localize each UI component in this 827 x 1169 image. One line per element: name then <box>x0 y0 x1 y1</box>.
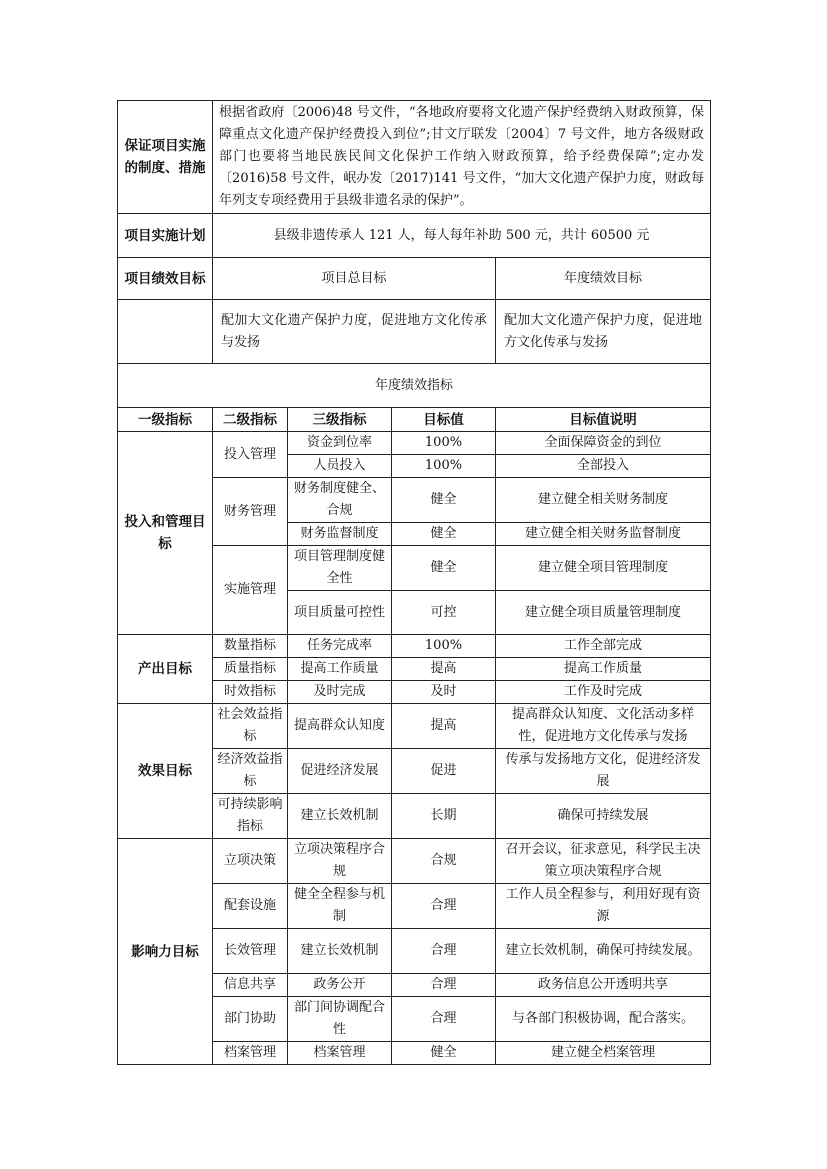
performance-table <box>117 100 711 1065</box>
indicator-target: 健全 <box>392 1042 496 1065</box>
document-page <box>117 100 710 1065</box>
group-effect-name: 效果目标 <box>118 704 213 839</box>
table-row <box>118 432 711 455</box>
indicator-target: 100% <box>392 432 496 455</box>
indicator-desc: 工作及时完成 <box>496 681 711 704</box>
indicator-l3: 及时完成 <box>288 681 392 704</box>
indicator-l2: 长效管理 <box>213 929 288 974</box>
perf-goal-header-row <box>118 258 711 300</box>
header-level2: 二级指标 <box>213 408 288 432</box>
indicator-desc: 建立长效机制，确保可持续发展。 <box>496 929 711 974</box>
indicator-target: 及时 <box>392 681 496 704</box>
indicator-l2: 经济效益指标 <box>213 749 288 794</box>
indicator-l3: 提高群众认知度 <box>288 704 392 749</box>
indicator-l3: 政务公开 <box>288 974 392 997</box>
indicator-desc: 传承与发扬地方文化，促进经济发展 <box>496 749 711 794</box>
indicator-target: 可控 <box>392 591 496 635</box>
indicator-l3: 促进经济发展 <box>288 749 392 794</box>
indicator-l2: 社会效益指标 <box>213 704 288 749</box>
indicator-target: 合规 <box>392 839 496 884</box>
indicator-l3: 任务完成率 <box>288 635 392 658</box>
table-row <box>118 839 711 884</box>
indicator-l2: 立项决策 <box>213 839 288 884</box>
indicator-l3: 项目管理制度健全性 <box>288 546 392 591</box>
table-row <box>118 704 711 749</box>
indicator-desc: 建立健全相关财务监督制度 <box>496 523 711 546</box>
indicator-target: 合理 <box>392 884 496 929</box>
column-header-row <box>118 408 711 432</box>
indicator-desc: 建立健全项目管理制度 <box>496 546 711 591</box>
indicator-desc: 全部投入 <box>496 455 711 478</box>
indicator-l3: 部门间协调配合性 <box>288 997 392 1042</box>
plan-label: 项目实施计划 <box>118 214 213 258</box>
indicator-desc: 确保可持续发展 <box>496 794 711 839</box>
indicator-desc: 提高群众认知度、文化活动多样性，促进地方文化传承与发扬 <box>496 704 711 749</box>
indicator-l3: 人员投入 <box>288 455 392 478</box>
indicator-desc: 全面保障资金的到位 <box>496 432 711 455</box>
plan-row <box>118 214 711 258</box>
indicator-l3: 提高工作质量 <box>288 658 392 681</box>
indicator-l3: 项目质量可控性 <box>288 591 392 635</box>
indicator-l2: 实施管理 <box>213 546 288 635</box>
indicator-desc: 政务信息公开透明共享 <box>496 974 711 997</box>
indicator-l3: 建立长效机制 <box>288 794 392 839</box>
perf-goal-content-row <box>118 300 711 364</box>
indicator-l2: 信息共享 <box>213 974 288 997</box>
indicator-desc: 建立健全档案管理 <box>496 1042 711 1065</box>
indicator-target: 合理 <box>392 929 496 974</box>
overall-goal-header: 项目总目标 <box>213 258 496 300</box>
indicator-l2: 数量指标 <box>213 635 288 658</box>
header-level1: 一级指标 <box>118 408 213 432</box>
group-input-name: 投入和管理目标 <box>118 432 213 635</box>
header-level3: 三级指标 <box>288 408 392 432</box>
indicator-l2: 财务管理 <box>213 478 288 546</box>
indicator-l3: 财务监督制度 <box>288 523 392 546</box>
annual-indicators-title-row <box>118 364 711 408</box>
indicator-target: 健全 <box>392 523 496 546</box>
group-output-name: 产出目标 <box>118 635 213 704</box>
indicator-desc: 建立健全相关财务制度 <box>496 478 711 523</box>
indicator-target: 提高 <box>392 704 496 749</box>
indicator-target: 合理 <box>392 974 496 997</box>
indicator-l2: 配套设施 <box>213 884 288 929</box>
indicator-l3: 健全全程参与机制 <box>288 884 392 929</box>
indicator-desc: 召开会议，征求意见，科学民主决策立项决策程序合规 <box>496 839 711 884</box>
indicator-l2: 可持续影响指标 <box>213 794 288 839</box>
indicator-desc: 工作人员全程参与，利用好现有资源 <box>496 884 711 929</box>
indicator-target: 合理 <box>392 997 496 1042</box>
guarantee-label: 保证项目实施的制度、措施 <box>118 101 213 214</box>
indicator-target: 健全 <box>392 478 496 523</box>
guarantee-text: 根据省政府〔2006)48 号文件，“各地政府要将文化遗产保护经费纳入财政预算，保障重点文化遗产保护经费投入到位”;甘文厅联发〔2004〕7 号文件，地方各级财政部门也要将当地民族民间文化保护工作纳入财政预算，给予经费保障”;定办发〔2016)58 号文件，岷办发〔2017)141 号文件，“加大文化遗产保护力度，财政每年列支专项经费用于县级非遗名录的保护”。 <box>213 101 711 214</box>
header-desc: 目标值说明 <box>496 408 711 432</box>
plan-text: 县级非遗传承人 121 人，每人每年补助 500 元，共计 60500 元 <box>213 214 711 258</box>
indicator-desc: 与各部门积极协调，配合落实。 <box>496 997 711 1042</box>
indicator-l3: 财务制度健全、合规 <box>288 478 392 523</box>
indicator-target: 100% <box>392 455 496 478</box>
indicator-target: 健全 <box>392 546 496 591</box>
indicator-desc: 建立健全项目质量管理制度 <box>496 591 711 635</box>
indicator-l2: 投入管理 <box>213 432 288 478</box>
indicator-l2: 质量指标 <box>213 658 288 681</box>
indicator-l3: 建立长效机制 <box>288 929 392 974</box>
indicator-target: 长期 <box>392 794 496 839</box>
indicator-target: 促进 <box>392 749 496 794</box>
indicator-l3: 资金到位率 <box>288 432 392 455</box>
indicator-l2: 档案管理 <box>213 1042 288 1065</box>
perf-goal-empty-cell <box>118 300 213 364</box>
group-influence-name: 影响力目标 <box>118 839 213 1065</box>
indicator-l2: 部门协助 <box>213 997 288 1042</box>
overall-goal-text: 配加大文化遗产保护力度，促进地方文化传承与发扬 <box>213 300 496 364</box>
annual-goal-header: 年度绩效目标 <box>496 258 711 300</box>
indicator-desc: 提高工作质量 <box>496 658 711 681</box>
table-row <box>118 635 711 658</box>
indicator-l2: 时效指标 <box>213 681 288 704</box>
annual-indicators-title: 年度绩效指标 <box>118 364 711 408</box>
guarantee-row <box>118 101 711 214</box>
indicator-desc: 工作全部完成 <box>496 635 711 658</box>
header-target: 目标值 <box>392 408 496 432</box>
indicator-target: 提高 <box>392 658 496 681</box>
perf-label: 项目绩效目标 <box>118 258 213 300</box>
indicator-l3: 立项决策程序合规 <box>288 839 392 884</box>
indicator-target: 100% <box>392 635 496 658</box>
annual-goal-text: 配加大文化遗产保护力度，促进地方文化传承与发扬 <box>496 300 711 364</box>
indicator-l3: 档案管理 <box>288 1042 392 1065</box>
